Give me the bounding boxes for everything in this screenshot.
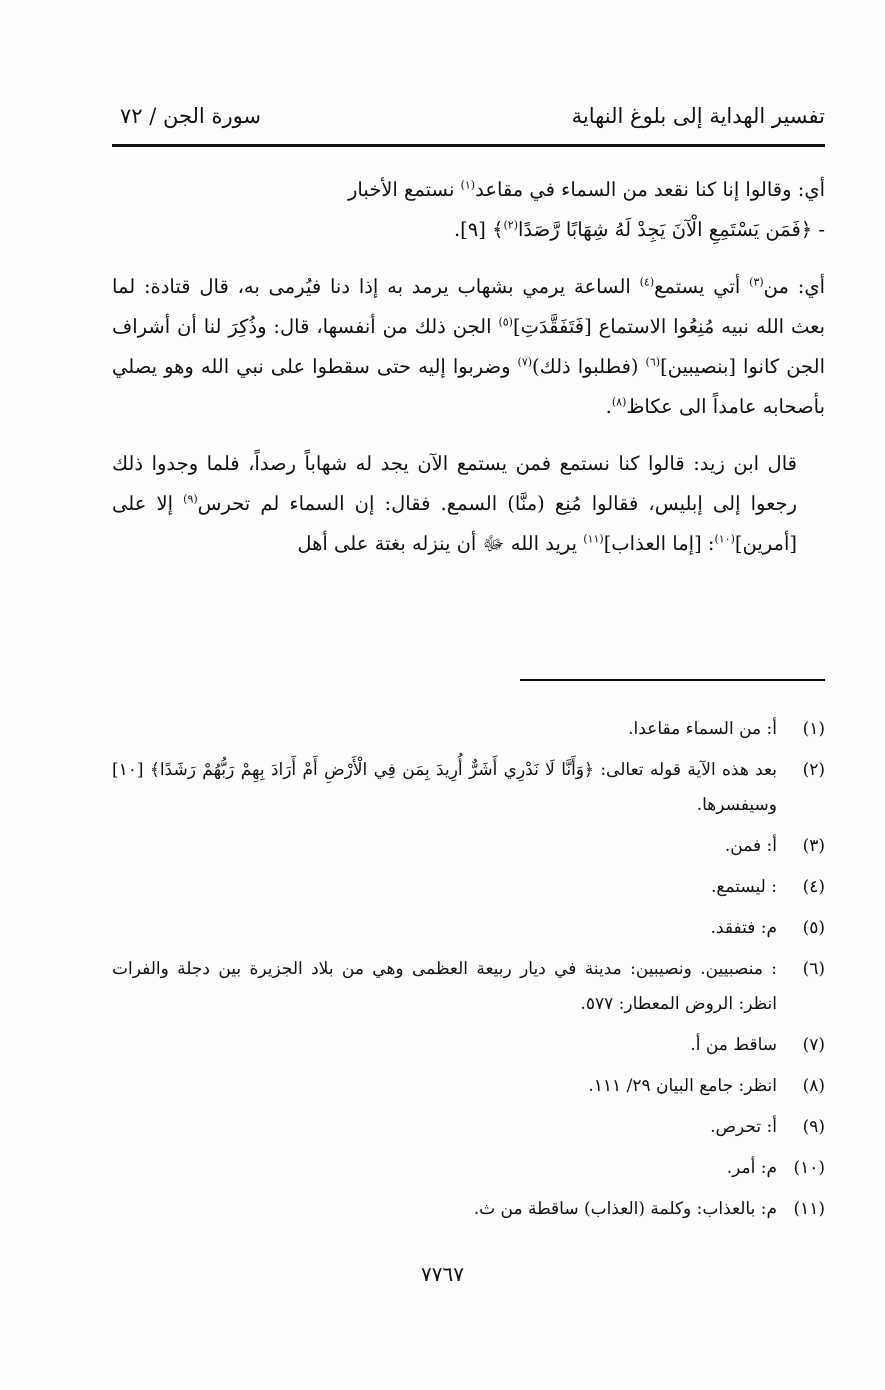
footnote-number: (٨) [802,1076,825,1096]
footnote-text: م: فتفقد. [710,918,777,938]
footnote-item [112,712,825,747]
footnote-item [112,1069,825,1104]
quran-verse-end: ﴾ [٩]. [453,218,504,241]
paragraph-1 [112,170,825,250]
footnote-text: م: أمر. [726,1158,777,1178]
p2-f: وضربوا إليه حتى سقطوا على نبي الله وهو يصلي بأصحابه عامداً الى عكاظ [112,355,825,418]
footnote-number: (٣) [802,836,825,856]
footnote-number: (١١) [793,1199,825,1219]
running-header [112,100,825,136]
footnote-ref-3[interactable]: (٣) [749,275,764,289]
footnote-number: (٢) [802,760,825,780]
footnote-text: أ: من السماء مقاعدا. [628,719,777,739]
p2-g: . [605,395,612,418]
footnote-ref-10[interactable]: (١٠) [714,532,735,546]
p3-b: إلا على [أمرين] [112,492,797,555]
p2-c: الساعة يرمي بشهاب يرمد به إذا دنا فيُرمى به، قال قتادة: لما بعث الله نبيه مُنِعُوا الاستماع [فَتَفَقَّدَتِ] [112,275,825,338]
footnote-number: (٩) [802,1117,825,1137]
footnote-text: أ: فمن. [724,836,777,856]
footnote-ref-4[interactable]: (٤) [639,275,655,289]
paragraph-3 [112,444,825,564]
p3-a: قال ابن زيد: قالوا كنا نستمع فمن يستمع الآن يجد له شهاباً رصداً، فلما وجدوا ذلك رجعوا إلى إبليس، فقالوا مُنِع (منَّا) السمع. فقال: إن السماء لم تحرس [112,452,797,515]
paragraph-2 [112,267,825,427]
footnote-item [112,911,825,946]
footnote-divider [520,679,825,681]
p2-a: أي: من [763,275,825,298]
footnote-number: (٤) [802,877,825,897]
footnotes-list [112,712,825,1233]
footnote-ref-8[interactable]: (٨) [611,395,627,409]
footnote-text: م: بالعذاب: وكلمة (العذاب) ساقطة من ث. [473,1199,777,1219]
footnote-item [112,1192,825,1227]
footnote-number: (١٠) [793,1158,825,1178]
footnote-item [112,952,825,1022]
footnote-ref-2[interactable]: (٢) [503,218,519,232]
footnote-ref-1[interactable]: (١) [460,178,476,192]
p2-d: الجن ذلك من أنفسها، قال: وذُكِرَ لنا أن أشراف الجن كانوا [بنصيبين] [112,315,825,378]
main-text [112,170,825,564]
footnote-ref-9[interactable]: (٩) [183,492,198,506]
p2-b: أتي يستمع [654,275,750,298]
footnote-text: ساقط من أ. [690,1035,777,1055]
page-number: ٧٧٦٧ [421,1262,464,1286]
footnote-number: (١) [802,719,825,739]
quran-verse: - ﴿فَمَن يَسْتَمِعِ الْآنَ يَجِدْ لَهُ شِهَابًا رَّصَدًا [518,218,825,241]
footnote-text: : ليستمع. [710,877,777,897]
footnote-text: : منصبيين. ونصيبين: مدينة في ديار ربيعة العظمى وهي من بلاد الجزيرة بين دجلة والفرات انظر: الروض المعطار: ٥٧٧. [112,959,777,1014]
footnote-item [112,1151,825,1186]
footnote-ref-11[interactable]: (١١) [583,532,604,546]
footnote-number: (٥) [802,918,825,938]
p2-e: (فطلبوا ذلك) [532,355,646,378]
p3-c: : [إما العذاب] [603,532,715,555]
p3-d: يريد الله ﷻ أن ينزله بغتة على أهل [297,532,584,555]
footnote-text: أ: تحرص. [710,1117,777,1137]
footnote-text: بعد هذه الآية قوله تعالى: ﴿وَأَنَّا لَا نَدْرِي أَشَرٌّ أُرِيدَ بِمَن فِي الْأَرْضِ أَمْ أَرَادَ بِهِمْ رَبُّهُمْ رَشَدًا﴾ [١٠] وسيفسرها. [112,760,777,815]
surah-page-label: سورة الجن / ٧٢ [120,104,262,128]
header-divider [112,144,825,147]
footnote-number: (٧) [802,1035,825,1055]
p1-line1-a: أي: وقالوا إنا كنا نقعد من السماء في مقاعد [475,178,825,201]
book-title: تفسير الهداية إلى بلوغ النهاية [571,104,825,128]
footnote-item [112,870,825,905]
footnote-number: (٦) [802,959,825,979]
footnote-ref-7[interactable]: (٧) [517,355,533,369]
footnote-item [112,753,825,823]
footnote-item [112,1110,825,1145]
footnote-text: انظر: جامع البيان ٢٩/ ١١١. [588,1076,777,1096]
footnote-item [112,1028,825,1063]
footnote-ref-5[interactable]: (٥) [498,315,513,329]
footnote-ref-6[interactable]: (٦) [645,355,661,369]
p1-line1-b: نستمع الأخبار [347,178,461,201]
footnote-item [112,829,825,864]
